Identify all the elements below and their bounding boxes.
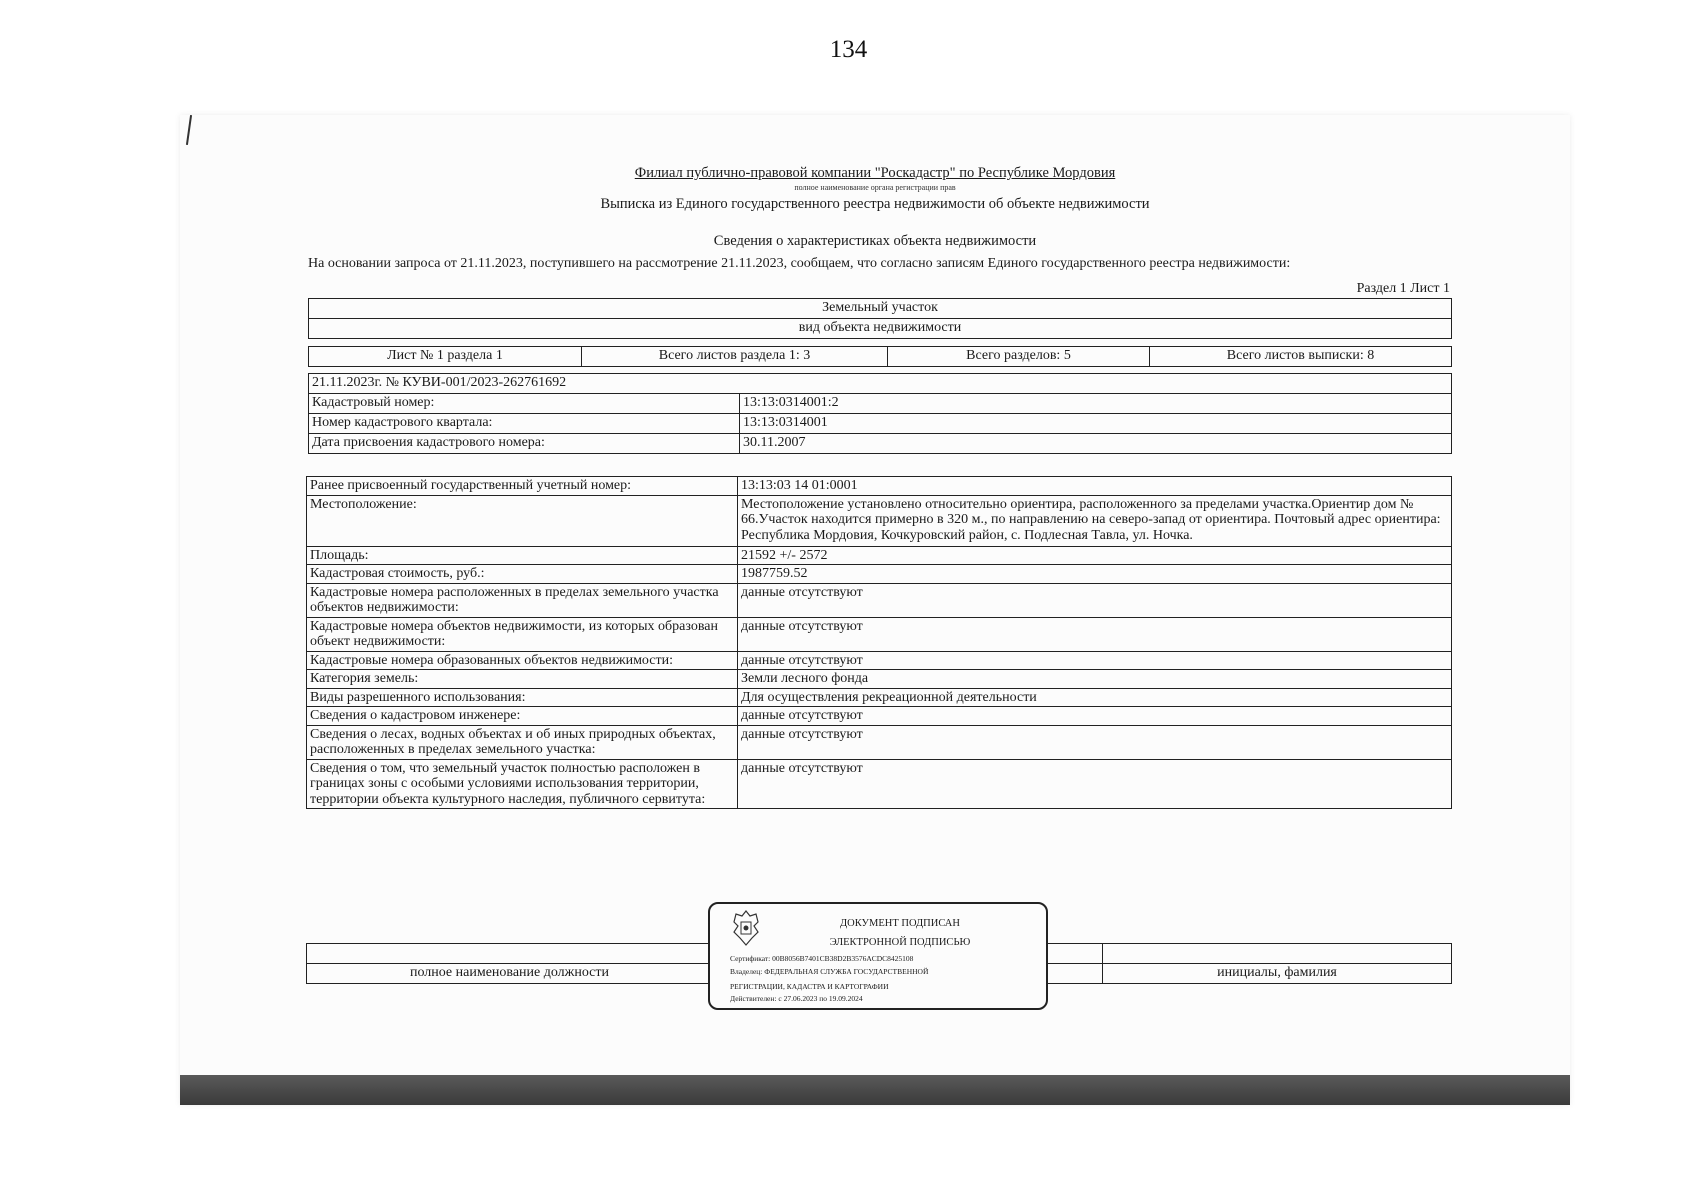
detail-value: данные отсутствуют <box>737 707 1451 725</box>
detail-label: Кадастровые номера объектов недвижимости, из которых образован объект недвижимости: <box>310 618 718 649</box>
cadastral-quarter-label: Номер кадастрового квартала: <box>312 415 493 430</box>
organization-name: Филиал публично-правовой компании "Роскадастр" по Республике Мордовия <box>634 165 1116 181</box>
sheet-number: Лист № 1 раздела 1 <box>387 348 503 363</box>
table-row <box>307 670 1451 689</box>
table-row <box>307 584 1451 618</box>
detail-value: данные отсутствуют <box>737 584 1451 617</box>
cadastral-quarter-value: 13:13:0314001 <box>739 414 1451 433</box>
table-row <box>307 618 1451 652</box>
cadastral-number-value: 13:13:0314001:2 <box>739 394 1451 413</box>
stamp-certificate: Сертификат: 00B8056B7401CB38D2B3576ACDC8425108 <box>730 954 914 963</box>
scan-mark <box>186 115 192 145</box>
detail-label: Местоположение: <box>310 496 417 512</box>
detail-value: 13:13:03 14 01:0001 <box>737 477 1451 495</box>
stamp-validity: Действителен: с 27.06.2023 по 19.09.2024 <box>730 994 863 1003</box>
document-title: Выписка из Единого государственного реестра недвижимости об объекте недвижимости <box>600 196 1150 212</box>
stamp-owner-line-1: Владелец: ФЕДЕРАЛЬНАЯ СЛУЖБА ГОСУДАРСТВЕННОЙ <box>730 967 929 976</box>
detail-value: данные отсутствуют <box>737 618 1451 651</box>
table-row <box>307 565 1451 584</box>
request-basis: На основании запроса от 21.11.2023, поступившего на рассмотрение 21.11.2023, сообщаем, что согласно записям Единого государственного реестра недвижимости: <box>308 256 1291 271</box>
detail-label: Кадастровая стоимость, руб.: <box>310 566 485 581</box>
detail-label: Сведения о том, что земельный участок полностью расположен в границах зоны с особыми условиями использования территории, территории объекта культурного наследия, публичного сервитута: <box>310 760 706 807</box>
detail-label: Сведения о кадастровом инженере: <box>310 708 521 723</box>
page-number: 134 <box>829 36 868 63</box>
signature-position-blank <box>307 944 712 963</box>
identification-block <box>308 373 1452 454</box>
table-row <box>307 760 1451 809</box>
table-row <box>307 707 1451 726</box>
name-label: инициалы, фамилия <box>1102 964 1451 983</box>
detail-label: Сведения о лесах, водных объектах и об иных природных объектах, расположенных в пределах земельного участка: <box>310 726 716 757</box>
cadastral-number-label: Кадастровый номер: <box>312 395 435 410</box>
detail-label: Кадастровые номера образованных объектов недвижимости: <box>310 652 673 668</box>
object-type: Земельный участок <box>822 300 938 315</box>
extract-sheets-total: Всего листов выписки: 8 <box>1149 347 1451 366</box>
detail-label: Ранее присвоенный государственный учетный номер: <box>310 478 632 493</box>
scan-bottom-band <box>180 1075 1570 1105</box>
section-sheet-label: Раздел 1 Лист 1 <box>1356 281 1450 296</box>
detail-value: Для осуществления рекреационной деятельности <box>737 689 1451 707</box>
stamp-line-2: ЭЛЕКТРОННОЙ ПОДПИСЬЮ <box>829 937 971 948</box>
detail-value: 1987759.52 <box>737 565 1451 583</box>
stamp-line-1: ДОКУМЕНТ ПОДПИСАН <box>840 918 960 929</box>
sheets-block <box>308 346 1452 367</box>
object-type-note: вид объекта недвижимости <box>798 320 962 335</box>
scanned-document <box>180 115 1570 1105</box>
table-row <box>307 477 1451 496</box>
position-label: полное наименование должности <box>409 965 610 980</box>
detail-label: Кадастровые номера расположенных в пределах земельного участка объектов недвижимости: <box>310 584 719 615</box>
detail-label: Категория земель: <box>310 671 419 686</box>
detail-value: данные отсутствуют <box>737 726 1451 759</box>
object-type-block <box>308 298 1452 339</box>
assignment-date-value: 30.11.2007 <box>739 434 1451 453</box>
table-row <box>307 652 1451 671</box>
table-row <box>307 547 1451 566</box>
electronic-signature-stamp <box>708 902 1048 1010</box>
record-number: 21.11.2023г. № КУВИ-001/2023-262761692 <box>312 375 567 390</box>
detail-value: 21592 +/- 2572 <box>737 547 1451 565</box>
organization-note: полное наименование органа регистрации прав <box>794 183 956 192</box>
signature-name-blank <box>1102 944 1451 963</box>
table-row <box>307 726 1451 760</box>
stamp-owner-line-2: РЕГИСТРАЦИИ, КАДАСТРА И КАРТОГРАФИИ <box>730 982 889 991</box>
sections-total: Всего разделов: 5 <box>887 347 1149 366</box>
section-title: Сведения о характеристиках объекта недвижимости <box>713 233 1037 249</box>
table-row <box>307 496 1451 547</box>
detail-label: Площадь: <box>310 547 369 563</box>
section-sheets-total: Всего листов раздела 1: 3 <box>581 347 887 366</box>
detail-value: Земли лесного фонда <box>737 670 1451 688</box>
details-table <box>306 476 1452 809</box>
detail-value: данные отсутствуют <box>737 652 1451 670</box>
assignment-date-label: Дата присвоения кадастрового номера: <box>312 435 545 450</box>
detail-value: данные отсутствуют <box>737 760 1451 809</box>
table-row <box>307 689 1451 708</box>
detail-label: Виды разрешенного использования: <box>310 689 526 705</box>
detail-value: Местоположение установлено относительно ориентира, расположенного за пределами участка.Ориентир дом № 66.Участок находится примерно в 320 м., по направлению на северо-запад от ориентира. Почтовый адрес ориентира: Республика Мордовия, Кочкуровский район, с. Подлесная Тавла, ул. Ночка. <box>737 496 1451 546</box>
emblem-icon <box>728 908 764 948</box>
